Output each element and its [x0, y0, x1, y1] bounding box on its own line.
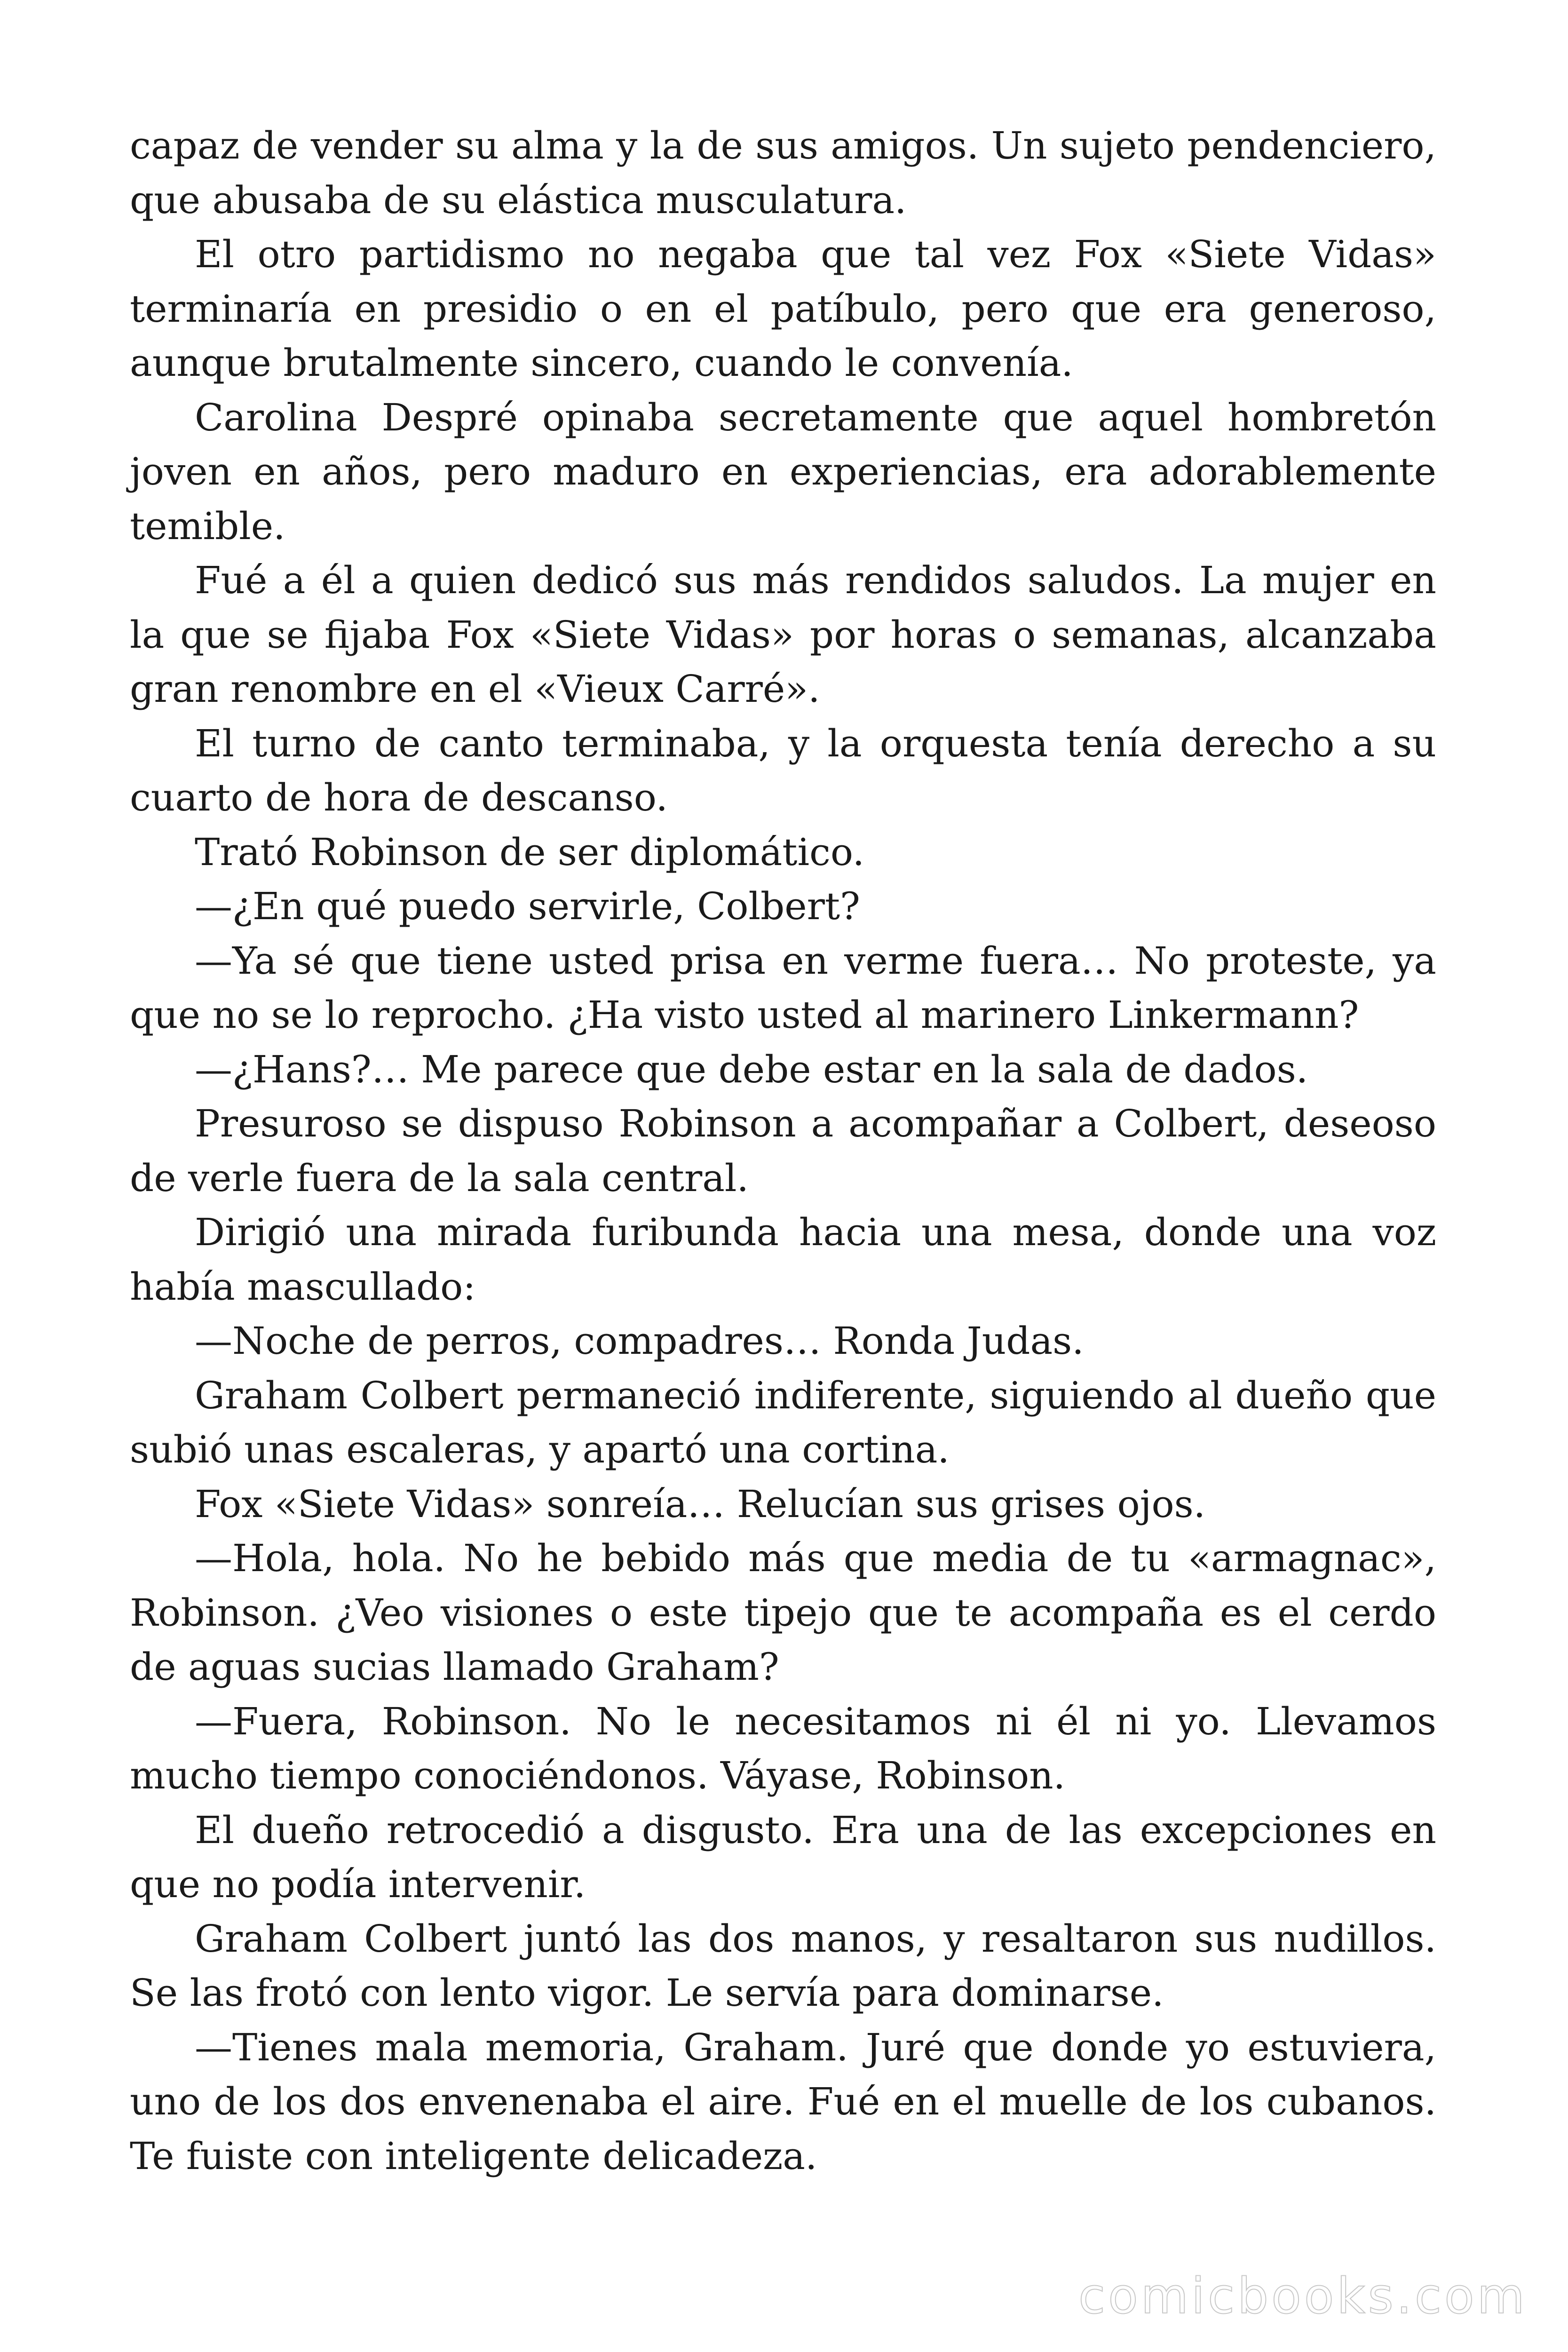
dialogue-line: —¿En qué puedo servirle, Colbert? — [195, 884, 860, 928]
paragraph: Trató Robinson de ser diplomático. — [195, 830, 865, 874]
paragraph: El otro partidismo no negaba que tal vez Fox «Siete Vidas» terminaría en presidio o en el patíbulo, pero que era generoso, aunque brutalmente sincero, cuando le convenía. — [130, 232, 1436, 385]
paragraph: Fué a él a quien dedicó sus más rendidos saludos. La mujer en la que se fijaba Fox «Siete Vidas» por horas o semanas, alcanzaba gran renombre en el «Vieux Carré». — [130, 558, 1436, 711]
paragraph: El dueño retrocedió a disgusto. Era una de las excepciones en que no podía intervenir. — [130, 1808, 1436, 1906]
dialogue-line: —Hola, hola. No he bebido más que media de tu «armagnac», Robinson. ¿Veo visiones o este tipejo que te acompaña es el cerdo de aguas sucias llamado Graham? — [130, 1536, 1436, 1689]
dialogue-line: —Ya sé que tiene usted prisa en verme fuera… No proteste, ya que no se lo reprocho. ¿Ha visto usted al marinero Linkermann? — [130, 938, 1436, 1037]
paragraph: Fox «Siete Vidas» sonreía… Relucían sus grises ojos. — [195, 1482, 1206, 1526]
paragraph: Graham Colbert permaneció indiferente, siguiendo al dueño que subió unas escaleras, y apartó una cortina. — [130, 1373, 1436, 1471]
dialogue-line: —Fuera, Robinson. No le necesitamos ni él ni yo. Llevamos mucho tiempo conociéndonos. Váyase, Robinson. — [130, 1699, 1436, 1797]
paragraph: Carolina Despré opinaba secretamente que aquel hombretón joven en años, pero maduro en experiencias, era adorablemente temible. — [130, 395, 1436, 548]
book-page-text — [130, 119, 1436, 2183]
paragraph-continued: capaz de vender su alma y la de sus amigos. Un sujeto pendenciero, que abusaba de su elástica musculatura. — [130, 124, 1436, 222]
paragraph: El turno de canto terminaba, y la orquesta tenía derecho a su cuarto de hora de descanso. — [130, 721, 1436, 819]
paragraph: Presuroso se dispuso Robinson a acompañar a Colbert, deseoso de verle fuera de la sala central. — [130, 1102, 1436, 1200]
paragraph: Dirigió una mirada furibunda hacia una mesa, donde una voz había mascullado: — [130, 1210, 1436, 1309]
dialogue-line: —Noche de perros, compadres… Ronda Judas. — [195, 1319, 1084, 1363]
dialogue-line: —Tienes mala memoria, Graham. Juré que donde yo estuviera, uno de los dos envenenaba el aire. Fué en el muelle de los cubanos. Te fuiste con inteligente delicadeza. — [130, 2025, 1436, 2178]
dialogue-line: —¿Hans?… Me parece que debe estar en la sala de dados. — [195, 1047, 1308, 1091]
watermark-logo: comicbooks.com — [1078, 2267, 1528, 2325]
paragraph: Graham Colbert juntó las dos manos, y resaltaron sus nudillos. Se las frotó con lento vigor. Le servía para dominarse. — [130, 1916, 1436, 2015]
